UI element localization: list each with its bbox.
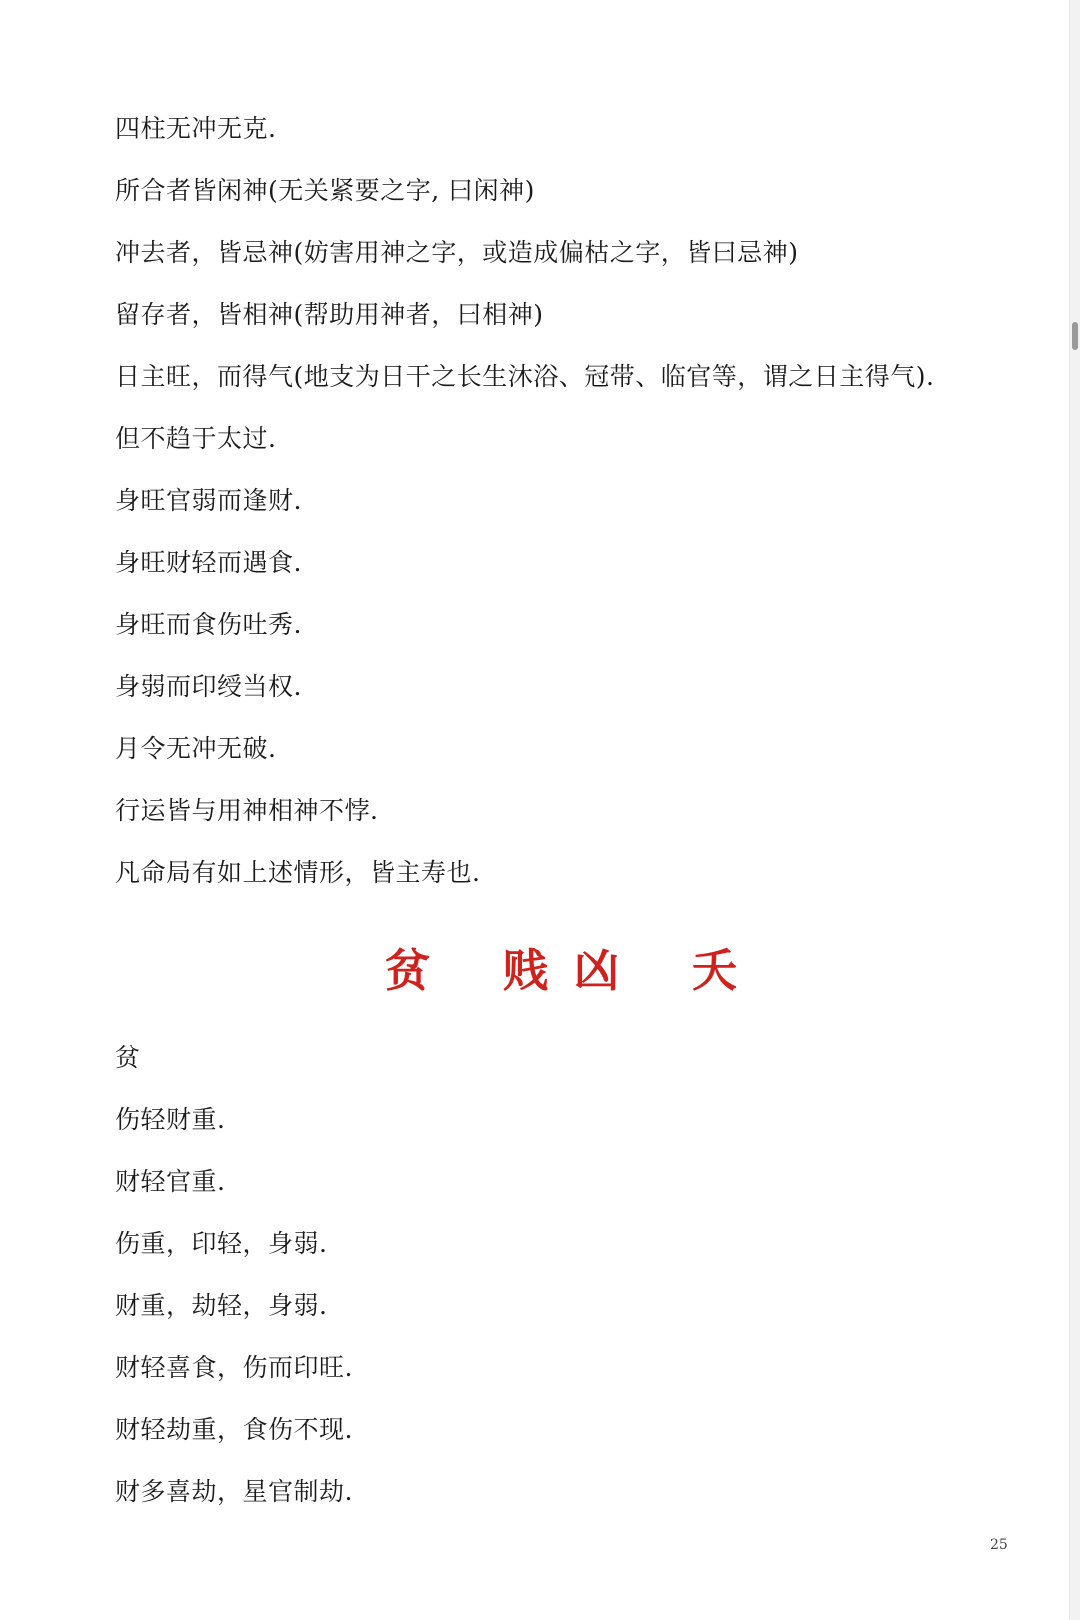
text-line: 身弱而印绶当权.: [115, 672, 302, 701]
text-line: 伤重，印轻，身弱.: [115, 1229, 328, 1258]
text-line: 财重，劫轻，身弱.: [115, 1291, 328, 1320]
page-number: 25: [990, 1537, 1008, 1553]
text-line: 四柱无冲无克.: [115, 114, 277, 143]
text-line: 贫: [115, 1043, 141, 1072]
text-line: 所合者皆闲神(无关紧要之字, 曰闲神): [115, 176, 535, 205]
section-heading-char: 夭: [692, 944, 738, 997]
text-line: 财轻喜食，伤而印旺.: [115, 1353, 353, 1382]
section-heading-char: 贫: [385, 944, 431, 997]
text-line: 财轻官重.: [115, 1167, 226, 1196]
section-heading-char: 凶: [574, 944, 620, 997]
text-line: 冲去者，皆忌神(妨害用神之字，或造成偏枯之字，皆曰忌神): [115, 238, 799, 267]
text-line: 身旺官弱而逢财.: [115, 486, 302, 515]
text-line: 留存者，皆相神(帮助用神者，曰相神): [115, 300, 544, 329]
text-line: 财多喜劫，星官制劫.: [115, 1477, 353, 1506]
text-line: 伤轻财重.: [115, 1105, 226, 1134]
text-line: 身旺而食伤吐秀.: [115, 610, 302, 639]
text-line: 日主旺，而得气(地支为日干之长生沐浴、冠带、临官等，谓之日主得气).: [115, 362, 935, 391]
text-line: 行运皆与用神相神不悖.: [115, 796, 379, 825]
text-line: 凡命局有如上述情形，皆主寿也.: [115, 858, 481, 887]
text-line: 但不趋于太过.: [115, 424, 277, 453]
text-line: 身旺财轻而遇食.: [115, 548, 302, 577]
text-line: 月令无冲无破.: [115, 734, 277, 763]
vertical-scrollbar[interactable]: [1069, 0, 1080, 1620]
scrollbar-thumb[interactable]: [1072, 322, 1078, 350]
text-line: 财轻劫重，食伤不现.: [115, 1415, 353, 1444]
section-heading-char: 贱: [503, 944, 549, 997]
